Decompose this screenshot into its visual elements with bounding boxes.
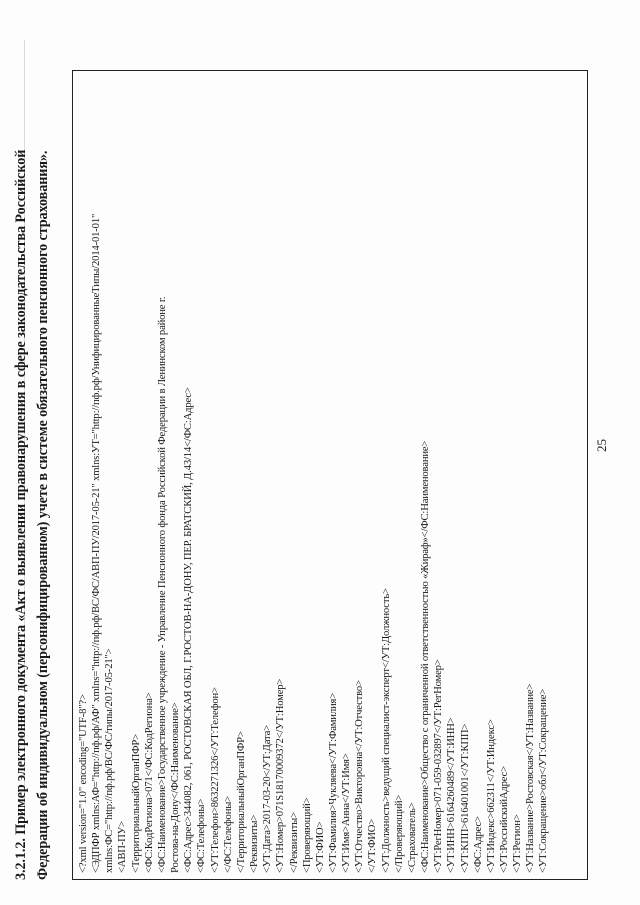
code-line: <УТ:РегНомер>071-059-032897</УТ:РегНомер> xyxy=(433,659,445,873)
section-heading xyxy=(10,60,54,880)
code-line: <Проверяющий> xyxy=(301,797,313,873)
code-line: <УТ:Отчество>Викторовна</УТ:Отчество> xyxy=(354,680,366,873)
code-line: <Страхователь> xyxy=(406,802,418,873)
code-line: <ФС:Наименование>Общество с ограниченной ответственностью «Жираф»</ФС:Наименование> xyxy=(420,440,432,873)
page-number: 25 xyxy=(594,439,609,452)
code-line: <ФС:Адрес>344082, 061, РОСТОВСКАЯ ОБЛ, Г.РОСТОВ-НА-ДОНУ, ПЕР. БРАТСКИЙ, Д.43/14</ФС:Адрес> xyxy=(183,387,195,873)
code-line: <УТ:Регион> xyxy=(512,814,524,873)
code-line: <ФС:Наименование>Государственное учреждение - Управление Пенсионного фонда Российской Федерации в Ленинском районе г. xyxy=(156,296,168,873)
code-line: <УТ:ИНН>6164260489</УТ:ИНН> xyxy=(446,717,458,873)
code-line: <УТ:Должность>ведущий специалист-эксперт</УТ:Должность> xyxy=(380,588,392,873)
code-line: <Реквизиты> xyxy=(249,814,261,873)
code-line: <УТ:Номер>071S18170009372</УТ:Номер> xyxy=(275,678,287,873)
code-line: </УТ:ФИО> xyxy=(367,818,379,873)
code-line: <ФС:КодРегиона>071</ФС:КодРегиона> xyxy=(143,692,155,873)
code-line: Ростова-на-Дону</ФС:Наименование> xyxy=(170,702,182,873)
code-line: <ТерриториальныйОрганПФР> xyxy=(130,734,142,873)
code-line: <УТ:Индекс>662311</УТ:Индекс> xyxy=(485,719,497,873)
heading-line: Федерации об индивидуальном (персонифицированном) учете в системе обязательного пенсионного страхования». xyxy=(35,150,51,880)
code-line: <УТ:Название>Ростовская</УТ:Название> xyxy=(525,683,537,873)
code-line: </ТерриториальныйОрганПФР> xyxy=(235,731,247,873)
code-line: <ФС:Телефоны> xyxy=(196,798,208,873)
code-line: <АВП-ПУ> xyxy=(117,821,129,873)
code-line: <УТ:Фамилия>Чукляева</УТ:Фамилия> xyxy=(327,692,339,873)
code-line: <УТ:Сокращение>обл</УТ:Сокращение> xyxy=(538,688,550,873)
code-line: <?xml version="1.0" encoding="UTF-8"?> xyxy=(78,694,89,873)
code-line: <УТ:Дата>2017-03-20</УТ:Дата> xyxy=(262,725,274,873)
code-line: xmlns:ФС="http://пф.рф/ВС/ФС/типы/2017-05-21"> xyxy=(104,648,116,873)
code-line: </Проверяющий> xyxy=(393,794,405,873)
xml-example-box xyxy=(72,70,588,880)
code-line: <ЭДПФР xmlns:АФ="http://пф.рф/АФ" xmlns="http://пф.рф/ВС/ФС/АВП-ПУ/2017-05-21" xmlns:УТ="http://пф.рф/УнифицированныеТипы/2014-01-01" xyxy=(91,213,103,873)
code-line: <ФС:Адрес> xyxy=(472,816,484,873)
code-line: <УТ:КПП>616401001</УТ:КПП> xyxy=(459,723,471,873)
code-line: </Реквизиты> xyxy=(288,812,300,873)
code-line: <УТ:ФИО> xyxy=(314,821,326,873)
code-line: <УТ:Имя>Анна</УТ:Имя> xyxy=(341,753,353,873)
code-line: <УТ:Телефон>8632271326</УТ:Телефон> xyxy=(209,687,221,873)
code-line: <УТ:РоссийскийАдрес> xyxy=(499,766,510,873)
code-line: </ФС:Телефоны> xyxy=(222,795,234,873)
rotated-content xyxy=(10,60,610,880)
heading-line: 3.2.1.2. Пример электронного документа «Акт о выявлении правонарушения в сфере законодательства Российской xyxy=(13,149,29,880)
